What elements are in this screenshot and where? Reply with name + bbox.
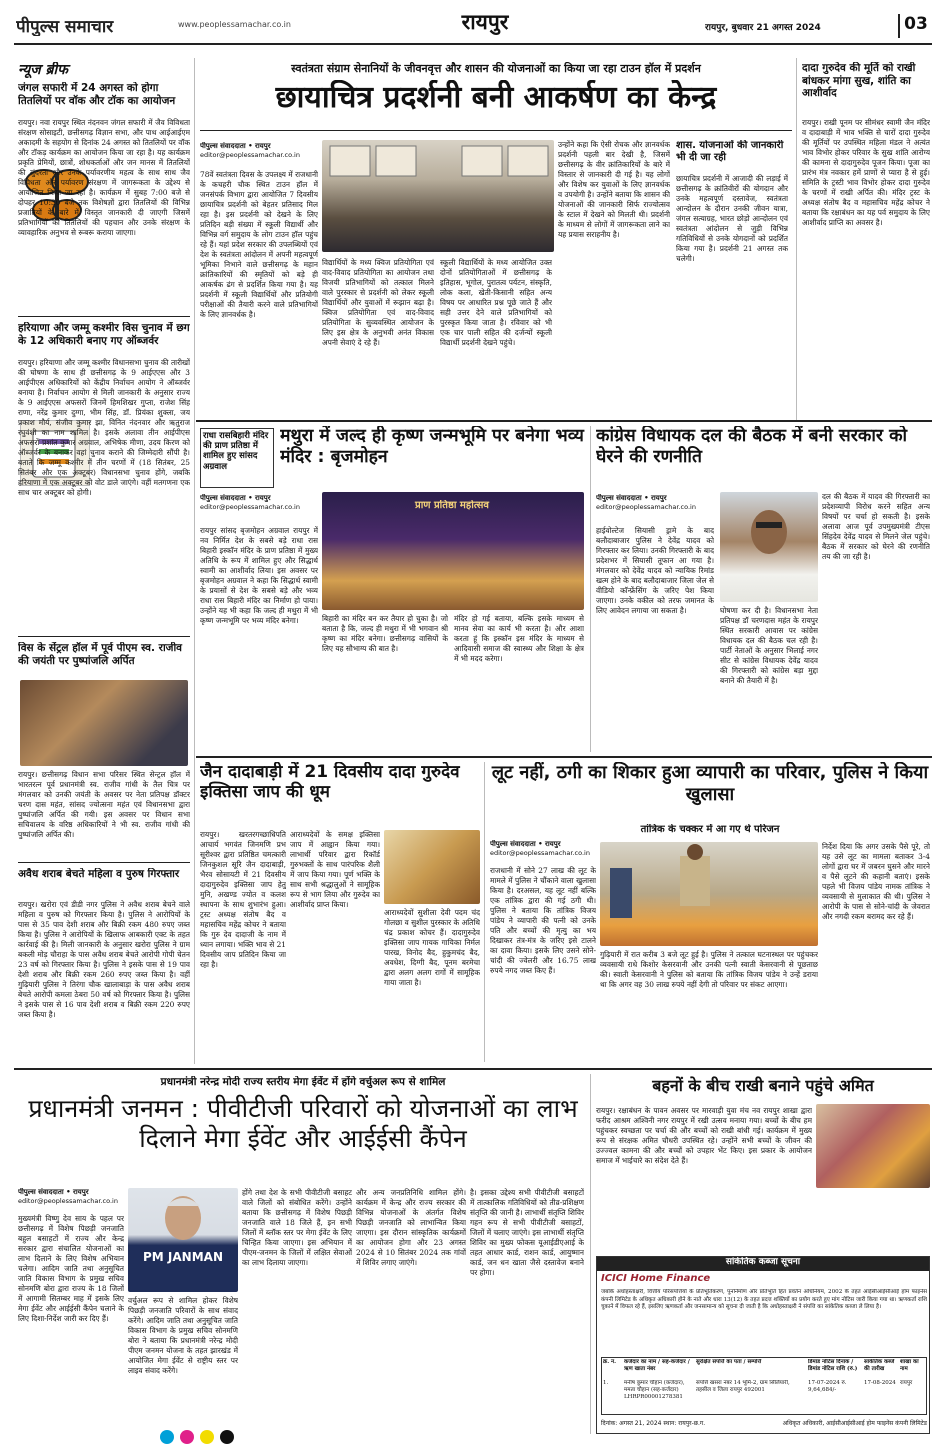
notice-col-2: कर्जदार का नाम / सह-कर्जदार / ऋण खाता नंबर: [624, 1359, 690, 1372]
brief-section-title: न्यूज ब्रीफ: [18, 62, 68, 78]
police-disclosure-photo: [600, 842, 818, 946]
mathura-col2: बिहारी का मंदिर बन कर तैयार हो चुका है। जो बताता है कि, जल्द ही मथुरा में भी भगवान श्री कृष्ण का मंदिर बनेगा। छत्तीसगढ़ वासियों के लिए यह सौभाग्य की बात है।: [322, 614, 448, 653]
mathura-congress-rule: [590, 426, 591, 752]
thagi-byline-text: पीपुल्स संवाददाता • रायपुर: [490, 840, 561, 848]
brief-4-body: रायपुर। खरोरा एवं डीडी नगर पुलिस ने अवैध शराब बेचने वाले महिला व पुरुष को गिरफ्तार किया है। पुलिस ने आरोपियों के पास से 35 पाव देशी शराब और बिक्री रकम 480 रुपए जब्त किया है। पुलिस ने आरोपियों के खिलाफ आबकारी एक्ट के तहत कार्रवाई की है। मिली जानकारी के अनुसार खरोरा पुलिस ने ग्राम बकली मोड़ चौराहा के पास अवैध शराब बेचते आरोपी गोपी चेतन 23 वर्ष को गिरफ्तार किया है। पुलिस ने इसके पास से 19 पाव देशी शराब और बिक्री रकम 260 रुपए जब्त किया है। वहीं गुढ़ियारी पुलिस ने तिरंगा चौक खालाबाड़ा के पास अवैध शराब बेचते आरोपी कमला ठेबरा 50 वर्ष को गिरफ्तार किया है। पुलिस ने इसके पास से 16 पाव देशी शराब व बिक्री रकम 220 रुपए जब्त किया है।: [18, 900, 190, 1019]
brief-1-body: रायपुर। नवा रायपुर स्थित नंदनवन जंगल सफारी में जैव विविधता संरक्षण सोसाइटी, छत्तीसगढ़ विज्ञान सभा, और पाथ आईआईएम अकादमी के सहयोग से दिनांक 24 अगस्त को तितलियों पर वॉक और टॉकड़ कार्यक्रम का आयोजन किया जा रहा है। यह कार्यक्रम प्रकृति प्रेमियों, छात्रों, शोधकर्ताओं और जन मानस में तितलियों की सुंदरता और उनके पर्यावरणीय महत्व के साथ साथ जैव विविधता और पर्यावरण संरक्षण में जागरूकता के उद्देश्य से आयोजित किया जा रहा है। कार्यक्रम में सुबह 7:00 बजे से दोपहर 10:30 बजे तक विशेषज्ञों द्वारा तितलियों की विभिन्न प्रजातियों के बारे में विस्तृत जानकारी दी जाएगी जिसमें प्रतिभागियों को तितलियों की पहचान और उनके संरक्षण के व्यावहारिक अनुभव से रूबरू कराया जाएगा।: [18, 118, 190, 237]
congress-email[interactable]: editor@peoplessamachar.co.in: [596, 503, 696, 511]
dateline: रायपुर, बुधवार 21 अगस्त 2024: [705, 23, 821, 33]
top-section-rule: [196, 420, 932, 422]
jain-col2: आराध्यदेवों के समक्ष इक्तिसा जाप में आह्वान किया गया। लाभार्थी परिवार द्वारा रिकॉर्ड गुरुभक्तों के साथ पारंपरिक शैली में जाप किया गया। पूर्ण भक्ति के साथ सभी श्रद्धालुओं ने सामूहिक रूप से भाग लिया और गुरुदेव का आशीर्वाद प्राप्त किया।: [290, 830, 380, 909]
notice-row-1: 1.: [603, 1380, 609, 1386]
janman-col2: वर्चुअल रूप से शामिल होकर विशेष पिछड़ी जनजाति परिवारों के साथ संवाद करेंगे। आदिम जाति तथा अनुसूचित जाति विकास विभाग के प्रमुख सचिव सोनमणि बोरा ने बताया कि प्रधानमंत्री नरेन्द्र मोदी पीएम जनमन योजना के तहत झारखंड में आयोजित मेगा ईवेंट से राष्ट्रीय स्तर पर लाइव संवाद करेंगे।: [128, 1296, 238, 1375]
brief-1-title: जंगल सफारी में 24 अगस्त को होगा तितलियों पर वॉक और टॉक का आयोजन: [18, 82, 176, 107]
pm-janman-graphic: [128, 1188, 238, 1292]
thagi-email[interactable]: editor@peoplessamachar.co.in: [490, 849, 590, 857]
middle-section-rule: [196, 756, 932, 758]
lead-subhead: शास. योजनाओं की जानकारी भी दी जा रही: [676, 140, 784, 163]
janman-col1: मुख्यमंत्री विष्णु देव साय के पहल पर छत्तीसगढ़ में विशेष पिछड़ी जनजाति बहुल बसाहटों में राज्य और केन्द्र सरकार द्वारा संचालित योजनाओं का लाभ दिलाने के लिए विशेष अभियान चलेगा। आदिम जाति तथा अनुसूचित जाति विकास विभाग के प्रमुख सचिव सोनमणि बोरा द्वारा राज्य के 18 जिलों में आगामी सितम्बर माह में इसके लिए मेगा ईवेंट और आईईसी कैंपेन चलाने के लिए दिशा-निर्देश जारी कर दिए हैं।: [18, 1214, 124, 1323]
registration-mark-magenta: [180, 1430, 194, 1444]
notice-text: जबकि अधोहस्ताक्षरी, वित्तीय परिसंपत्तियों के प्रतिभूतिकरण, पुनर्निर्माण और प्रतिभूति हित प्रवर्तन अधिनियम, 2002 के तहत आईसीआईसीआई होम फाइनेंस कंपनी लिमिटेड के अधिकृत अधिकारी होने के नाते और धारा 13(12) के तहत प्रदत्त शक्तियों का प्रयोग करते हुए मांग नोटिस जारी किया गया था। ऋणकर्ता राशि चुकाने में विफल रहे हैं, इसलिए ऋणकर्ता और जनसामान्य को सूचना दी जाती है कि अधोहस्ताक्षरी ने संपत्ति का सांकेतिक कब्जा ले लिया है।: [601, 1289, 927, 1311]
rajiv-tribute-photo: [20, 680, 188, 766]
lead-headline-rule: [200, 130, 792, 131]
notice-col-4: डिमांड नोटिस दिनांक / डिमांड नोटिस राशि (रु.): [808, 1359, 858, 1372]
rakhi-body-left: रायपुर। रक्षाबंधन के पावन अवसर पर मारवाड़ी युवा मंच नव रायपुर शाखा द्वारा फरीद आश्रम अश्विनी नगर रायपुर में रखी उत्सव मनाया गया। बच्चों के बीच हम पहुंचकर स्वच्छता पर चर्चा की और बच्चों को राखी बांधी गई। कार्यक्रम में मुख्य रूप से संरक्षक अमित चौधरी उपस्थित रहे। उन्होंने सभी बच्चों के जीवन की उज्ज्वल कामना की और बच्चों को उपहार भेंट किए। इस प्रकार के आयोजन समाज में भाईचारे का संदेश देते हैं।: [596, 1106, 812, 1165]
janman-headline: प्रधानमंत्री जनमन : पीवीटीजी परिवारों को योजनाओं का लाभ दिलाने मेगा ईवेंट और आईईसी कैंपेन: [28, 1094, 578, 1153]
notice-row-3: संपत्ति खसरा नंबर 14 भूमि-2, ग्राम सिलियारी, तहसील व जिला रायपुर 492001: [696, 1380, 790, 1393]
bottom-section-rule: [14, 1068, 932, 1070]
brief-2-body: रायपुर। हरियाणा और जम्मू कश्मीर विधानसभा चुनाव की तारीखों की घोषणा के साथ ही छत्तीसगढ़ के 9 आईएएस और 3 आईपीएस अधिकारियों को केंद्रीय निर्वाचन आयोग ने ऑब्जर्वर बनाया है। निर्वाचन आयोग से मिली जानकारी के अनुसार राज्य के 9 आईएएस अफसरों जिनमें हिमशिखर गुप्ता, राजेश सिंह राणा, नरेंद्र कुमार दुग्गा, भीम सिंह, डॉ. प्रियंका शुक्ला, जय प्रकाश मौर्य, संजीव कुमार झा, विनित नंदनवार और ऋतुराज रघुवंशी का नाम शामिल है। इसके अलावा तीन आईपीएस अफसरों प्रशांत कुमार अग्रवाल, अभिषेक मीणा, उदय किरण को ऑब्जर्वर के बनाकर वहां चुनाव कराने की जिम्मेदारी सौंपी है। बताते कि जम्मू कश्मीर में तीन चरणों में (18 सितंबर, 25 सितंबर और एक अक्टूबर) विधानसभा चुनाव होंगे, जबकि हरियाणा में एक अक्टूबर को वोट डाले जाएंगे। वहीं मतगणना एक साथ चार अक्टूबर को होगी।: [18, 358, 190, 497]
janman-byline: [18, 1188, 124, 1210]
lead-col3: स्कूली विद्यार्थियों के मध्य आयोजित उक्त दोनों प्रतियोगिताओं में छत्तीसगढ़ के इतिहास, भूगोल, पुरातत्व पर्यटन, संस्कृति, लोक कला, खेती-किसानी सहित अन्य विषय पर आधारित प्रश्न पूछे जाते हैं और सही उत्तर देने वाले प्रतिभागियों को पुरस्कृत किया जाता है। रविवार को भी एक चार पाली सहित की दर्जन्यों स्कूली विद्यार्थी प्रदर्शनी देखने पहुंचे।: [440, 258, 552, 347]
mathura-byline: [200, 494, 318, 516]
side-story-rule: [796, 58, 797, 420]
thagi-headline: लूट नहीं, ठगी का शिकार हुआ व्यापारी का परिवार, पुलिस ने किया खुलासा: [491, 762, 929, 805]
brief-divider-2: [18, 636, 190, 637]
exhibition-photo: [322, 140, 554, 252]
city-name: रायपुर: [461, 10, 509, 34]
brief-4-title: अवैध शराब बेचते महिला व पुरुष गिरफ्तार: [18, 868, 180, 880]
mla-portrait: [720, 492, 818, 602]
side-story-body: रायपुर। राखी पूनम पर सीमंधर स्वामी जैन मंदिर व दादाबाड़ी में भाव भक्ति से चारों दादा गुरुदेव की मूर्तियों पर उपस्थित महिला मंडल ने अत्यंत भाव विभोर होकर परिवार के सुख शांति आरोग्य की कामना से दादागुरुदेव पूजन किया। पूजा का प्रारंभ मंत्र नवकार हमें प्राणों से प्यारा है से हुई। समिति के ट्रस्टी भाव विभोर होकर दादा गुरुदेव के चरणों में राखी अर्पित की। मंदिर ट्रस्ट के अध्यक्ष संतोष बैद व महासचिव महेंद्र कोचर ने बताया कि रक्षाबंधन का यह पर्व समुदाय के लिए आशीर्वाद प्राप्ति का अवसर है।: [802, 118, 930, 227]
notice-row-6: रायपुर: [900, 1380, 913, 1386]
congress-byline: [596, 494, 714, 516]
notice-footer: दिनांक: अगस्त 21, 2024 स्थान: रायपुर-छ.ग.: [601, 1420, 706, 1427]
thagi-kicker: तांत्रिक के चक्कर में आ गए थे परिजन: [640, 824, 780, 835]
congress-byline-text: पीपुल्स संवाददाता • रायपुर: [596, 494, 667, 502]
brief-3-body: रायपुर। छत्तीसगढ़ विधान सभा परिसर स्थित सेन्ट्रल हॉल में भारतरत्न पूर्व प्रधानमंत्री स्व. राजीव गांधी के तैल चित्र पर मंगलवार को उनकी जयंती के अवसर पर नेता प्रतिपक्ष डॉक्टर चरण दास महंत, सांसद ज्योत्सना महंत एवं विधानसभा द्वारा पुष्पांजलि अर्पित की गयी। इस अवसर पर विधान सभा सचिवालय के वरिष्ठ अधिकारियों ने भी स्व. राजीव गांधी की पुष्पांजलि अर्पित की।: [18, 770, 190, 839]
notice-title: सांकेतिक कब्जा सूचना: [597, 1257, 929, 1271]
mathura-col3: मंदिर हो गई बताया, बल्कि इसके माध्यम से मानव सेवा का कार्य भी करता है। और आशा करता हूं कि इस्कॉन इस मंदिर के माध्यम से आदिवासी समाज की स्वास्थ्य और शिक्षा के क्षेत्र में भी मदद करेगा।: [454, 614, 584, 663]
brief-divider-1: [18, 316, 190, 317]
registration-mark-cyan: [160, 1430, 174, 1444]
janman-col5: है। इसका उद्देश्य सभी पीवीटीजी बसाहटों में तात्कालिक गतिविधियों को तीव्र-प्रशिक्षण संतृप्ति की जानी है। लाभार्थी संतृप्ति शिविर गहन रूप से सभी पीवीटीजी बसाहटों, जिलों में चलाए जाएंगे। इस लाभार्थी संतृप्ति शिविर का मुख्य फोकस यूआईडीएआई के तहत आधार कार्ड, राशन कार्ड, आयुष्मान कार्ड, जन धन खाता जैसे दस्तावेज बनाने पर होगा।: [470, 1188, 584, 1277]
notice-row-5: 17-08-2024: [864, 1380, 896, 1386]
rakhi-headline: बहनों के बीच राखी बनाने पहुंचे अमित: [652, 1076, 874, 1095]
notice-col-1: क्र. नं.: [603, 1359, 617, 1365]
brief-divider-3: [18, 862, 190, 863]
lead-email[interactable]: editor@peoplessamachar.co.in: [200, 151, 300, 159]
lead-col5: छायाचित्र प्रदर्शनी में आजादी की लड़ाई में छत्तीसगढ़ के क्रांतिवीरों की योगदान और उनके महत्वपूर्ण दस्तावेज, स्वतंत्रता आन्दोलन के दौरान उनकी जीवन यात्रा, जंगल सत्याग्रह, भारत छोड़ो आन्दोलन एवं स्वतंत्रता आंदोलन से जुड़ी विभिन्न गतिविधियों से उनके योगदानों को प्रदर्शित किया गया है। प्रदर्शनी 21 अगस्त तक चलेगी।: [676, 174, 788, 263]
janman-col4: और अन्य जनप्रतिनिधि शामिल होंगे। कार्यक्रम में केन्द्र और राज्य सरकार की विभिन्न योजनाओं के अंतर्गत विशेष पिछड़ी जनजाति को लाभान्वित किया जाएगा। इस दौरान सांस्कृतिक कार्यक्रमों का आयोजन होगा और 23 अगस्त 2024 से 10 सितंबर 2024 तक गांवों में शिविर लगाए जाएंगे।: [356, 1188, 466, 1267]
header-rule: [14, 43, 932, 45]
jain-headline: जैन दादाबाड़ी में 21 दिवसीय दादा गुरुदेव इक्तिसा जाप की धूम: [200, 762, 460, 803]
lead-kicker: स्वतंत्रता संग्राम सेनानियों के जीवनवृत्त और शासन की योजनाओं का किया जा रहा टाउन हॉल में प्रदर्शन: [291, 62, 701, 75]
congress-col3: दल की बैठक में यादव की गिरफ्तारी का प्रदेशव्यापी विरोध करने सहित अन्य विषयों पर चर्चा हो सकती है। इसके अलावा आज पूर्व उपमुख्यमंत्री टीएस सिंहदेव देवेंद्र यादव से मिलने जेल पहुंचे। बैठक में सरकार को घेरने की रणनीति तय की जा रही है।: [822, 492, 930, 561]
rakhi-photo: [816, 1104, 930, 1188]
brief-2-title: हरियाणा और जम्मू कश्मीर विस चुनाव में छग के 12 अधिकारी बनाए गए ऑब्जर्वर: [18, 322, 190, 347]
thagi-col1: राजधानी में सोने 27 लाख की लूट के मामले में पुलिस ने चौंकाने वाला खुलासा किया है। दरअसल, यह लूट नहीं बल्कि एक तांत्रिक द्वारा की गई ठगी थी। पुलिस ने बताया कि तांत्रिक विजय पांडेय ने व्यापारी की पत्नी को उनके पति और बच्चों की मृत्यु का भय दिखाकर तंत्र-मंत्र के जरिए इसे टालने का दावा किया। इसके लिए उसने सोने-चांदी की ज्वेलरी और 16.75 लाख रुपये नगद जब्त किए हैं।: [490, 866, 596, 975]
thagi-col3: निर्देश दिया कि अगर उसके पैसे पूरे, तो यह उसे लूट का मामला बताकर 3-4 लोगों द्वारा घर में जबरन घुसने और मारने व पैसे लूटने की कहानी बताएं। इसके पहले भी विजय पांडेय नामक तांत्रिक ने व्यवसायी से मुलाकात की थी। पुलिस ने आरोपी के पास से सोने-चांदी के जेवरात और नगदी रकम बरामद कर रहे हैं।: [822, 842, 930, 921]
jain-dadabadi-photo: [384, 830, 480, 904]
janman-col3: होंगे तथा देश के सभी पीवीटीजी बसाहट वाले जिलों को संबोधित करेंगे। उन्होंने बताया कि छत्तीसगढ़ में विशेष पिछड़ी जनजाति वाले 18 जिले हैं, इन सभी जिलों में ब्लॉक स्तर पर मेगा ईवेंट के लिए चिन्हित किया जाएगा। इस अभियान में पीएम-जनमन के जिलों में लक्षित सेवाओं का लाभ दिलाया जाएगा।: [242, 1188, 352, 1267]
registration-mark-black: [220, 1430, 234, 1444]
notice-table: [601, 1357, 927, 1415]
mathura-box-label: राधा रासबिहारी मंदिर की प्राण प्रतिष्ठा में शामिल हुए सांसद अग्रवाल: [200, 428, 274, 488]
thagi-byline: [490, 840, 596, 862]
notice-row-4: 17-07-2024 रु. 9,64,684/-: [808, 1380, 847, 1393]
jain-thagi-rule: [484, 762, 485, 1062]
janman-kicker: प्रधानमंत्री नरेन्द्र मोदी राज्य स्तरीय मेगा ईवेंट में होंगे वर्चुअल रूप से शामिल: [160, 1076, 446, 1088]
thagi-col2: गुढ़ियारी में रात करीब 3 बजे लूट हुई है। पुलिस ने तत्काल घटनास्थल पर पहुंचकर व्यवसायी राधे किशोर केसरवानी और उनकी पत्नी स्वाती केसरवानी से पूछताछ की। स्वाती केसरवानी ने पुलिस को बताया कि तांत्रिक विजय पांडेय ने उन्हें डराया था कि अगर वह 30 लाख रुपये नहीं देगी तो परिवार पर संकट आएगा।: [600, 950, 818, 989]
janman-email[interactable]: editor@peoplessamachar.co.in: [18, 1197, 118, 1205]
lead-col2: विद्यार्थियों के मध्य क्विज प्रतियोगिता एवं वाद-विवाद प्रतियोगिता का आयोजन तथा विजयी प्रतिभागियों को तत्काल मिलने वाले पुरस्कार से प्रदर्शनी को लेकर स्कूली विद्यार्थियों और युवाओं में रूझान बढ़ा है। क्विज प्रतियोगिता एवं वाद-विवाद प्रतियोगिता के सुव्यवस्थित आयोजन के लिए इस क्षेत्र के अनुभवी अनंत विकास अपनी सेवाएं दे रहे हैं।: [322, 258, 434, 347]
pm-janman-label: PM JANMAN: [143, 1250, 223, 1264]
mathura-headline: मथुरा में जल्द ही कृष्ण जन्मभूमि पर बनेगा भव्य मंदिर : बृजमोहन: [280, 426, 584, 467]
mathura-email[interactable]: editor@peoplessamachar.co.in: [200, 503, 300, 511]
lead-headline: छायाचित्र प्रदर्शनी बनी आकर्षण का केन्द्र: [275, 80, 717, 115]
notice-col-6: शाखा का नाम: [900, 1359, 919, 1372]
notice-row-2: मनीष कुमार चौहान (कर्जदार), ममता चौहान (सह-कर्जदार) LHRPR00001278381: [624, 1380, 685, 1400]
side-story-headline: दादा गुरुदेव की मूर्ति को राखी बांधकर मांगा सुख, शांति का आशीर्वाद: [802, 62, 916, 100]
notice-col-5: सांकेतिक कब्जे की तारीख: [864, 1359, 895, 1372]
paper-name: पीपुल्स समाचार: [16, 17, 114, 36]
mathura-byline-text: पीपुल्स संवाददाता • रायपुर: [200, 494, 271, 502]
jain-col1: रायपुर। खरतरगच्छाधिपति आचार्य भगवंत जिनमणि प्रभ सूरीश्वर द्वारा प्रतिष्ठित चमत्कारी जिनकुशल सूरि जैन दादाबाड़ी, भैरव सोसायटी में 21 दिवसीय दादागुरुदेव इक्तिसा जाप हेतु मुनि, अखण्ड ज्योत व कलश स्थापना के साथ शुभारंभ हुआ। ट्रस्ट अध्यक्ष संतोष बैद व महासचिव महेंद्र कोचर ने बताया कि गुरु देव दादाजी के नाम में ध्यान लगाया। भक्ति भाव से 21 दिवसीय जाप प्रतिदिन किया जा रहा है।: [200, 830, 286, 969]
congress-col1: हाईवोल्टेज सियासी ड्रामे के बाद बलौदाबाजार पुलिस ने देवेंद्र यादव को गिरफ्तार कर लिया। उनकी गिरफ्तारी के बाद प्रदेशभर में सियासी तूफान आ गया है। मंगलवार को देवेंद्र यादव को न्यायिक रिमांड खत्म होने के बाद बलौदाबाजार जिला जेल से वीडियो कॉन्फ्रेंसिंग के जरिए पेश किया जाएगा। उनके वकील को तरफ जमानत के लिए आवेदन लगाया जा सकता है।: [596, 526, 714, 615]
lead-byline: [200, 142, 318, 164]
site-url[interactable]: www.peoplessamachar.co.in: [178, 20, 291, 29]
lead-byline-text: पीपुल्स संवाददाता • रायपुर: [200, 142, 271, 150]
mathura-col1: रायपुर सांसद बृजमोहन अग्रवाल रायपुर में नव निर्मित देश के सबसे बड़े राधा रास बिहारी इस्कॉन मंदिर के प्राण प्रतिष्ठा में मुख्य अतिथि के रूप में शामिल हुए और सिद्धार्थ स्वामी का आशीर्वाद लिया। इस अवसर पर बृजमोहन अग्रवाल ने कहा कि सिद्धार्थ स्वामी के प्रयासों से देश के सबसे बड़े और भव्य राधा रास बिहारी मंदिर का निर्माण हो पाया। उन्होंने यह भी कहा कि जल्द ही मथुरा में भी कृष्ण जन्मभूमि पर भव्य मंदिर बनेगा।: [200, 526, 318, 625]
janman-byline-text: पीपुल्स संवाददाता • रायपुर: [18, 1188, 89, 1196]
congress-headline: कांग्रेस विधायक दल की बैठक में बनी सरकार को घेरने की रणनीति: [596, 426, 908, 467]
notice-col-3: सुरक्षित संपत्ति का पता / सम्पत्ति: [696, 1359, 762, 1365]
page-number: 03: [898, 14, 932, 38]
photo-banner-text: प्राण प्रतिष्ठा महोत्सव: [415, 500, 489, 511]
notice-bank: ICICI Home Finance: [601, 1273, 711, 1284]
brief-3-title: विस के सेंट्रल हॉल में पूर्व पीएम स्व. राजीव की जयंती पर पुष्पांजलि अर्पित: [18, 642, 183, 667]
lead-col1: 78वें स्वतंत्रता दिवस के उपलक्ष्य में राजधानी के कचहरी चौक स्थित टाउन हॉल में जनसंपर्क विभाग द्वारा आयोजित 7 दिवसीय छायाचित्र प्रदर्शनी को बेहतर प्रतिसाद मिल रहा है। इस प्रदर्शनी को देखने के लिए प्रतिदिन बड़ी संख्या में स्कूली विद्यार्थी और विभिन्न वर्ग समुदाय के लोग टाउन हॉल पहुंच रहे हैं। यहां प्रदेश सरकार की उपलब्धियों एवं देश के स्वतंत्रता आंदोलन में अपनी महत्वपूर्ण भूमिका निभाने वाले छत्तीसगढ़ के महान क्रांतिकारियों की स्मृतियों को बड़े ही आकर्षक ढंग से प्रदर्शित किया गया है। यह प्रदर्शनी में स्कूली विद्यार्थियों और प्रतियोगी परीक्षाओं की तैयारी करने वाले प्रतिभागियों के लिए ज्ञानवर्धक है।: [200, 170, 318, 319]
lead-col4: उन्होंने कहा कि ऐसी रोचक और ज्ञानवर्धक प्रदर्शनी पहली बार देखी है, जिसमें छत्तीसगढ़ के वीर क्रांतिकारियों के बारे में विस्तार से जानकारी दी गई है। यह लोगों और विशेष कर युवाओं के लिए ज्ञानवर्धक व उपयोगी है। उन्होंने बताया कि शासन की योजनाओं की जानकारी सिर्फ राज्योत्सव के स्टाल में देखने को मिलती थी। प्रदर्शनी के माध्यम से लोगों में जागरूकता लाने का यह प्रयास सराहनीय है।: [558, 140, 670, 239]
left-column-rule: [194, 58, 195, 1064]
notice-signature: अधिकृत अधिकारी, आईसीआईसीआई होम फाइनेंस कंपनी लिमिटेड: [782, 1420, 927, 1427]
janman-right-rule: [590, 1074, 591, 1434]
congress-col2: घोषणा कर दी है। विधानसभा नेता प्रतिपक्ष डॉ चरणदास महंत के रायपुर स्थित सरकारी आवास पर कांग्रेस विधायक दल की बैठक चल रही है। पार्टी नेताओं के अनुसार भिलाई नगर सीट से कांग्रेस विधायक देवेंद्र यादव की गिरफ्तारी को कांग्रेस बड़ा मुद्दा बनाने की तैयारी में है।: [720, 606, 818, 685]
masthead: [0, 0, 945, 44]
jain-col3: आराध्यदेवों सुशीला देवी पदम चंद गोलछा व सुशील पुरस्कार के अतिथि चंद्र प्रकाश कोचर हैं। दादागुरुदेव इक्तिसा जाप गायक गायिका निर्मल पारख, विनोद बैद, हुकुमचंद बैद, अवधेश, दिग्गी बैद, पूनम बरमेचा द्वारा अलग अलग रागों में सामूहिक गाया जाता है।: [384, 908, 480, 987]
registration-mark-yellow: [200, 1430, 214, 1444]
pran-pratishtha-photo: [322, 492, 584, 610]
legal-notice: [596, 1256, 930, 1434]
